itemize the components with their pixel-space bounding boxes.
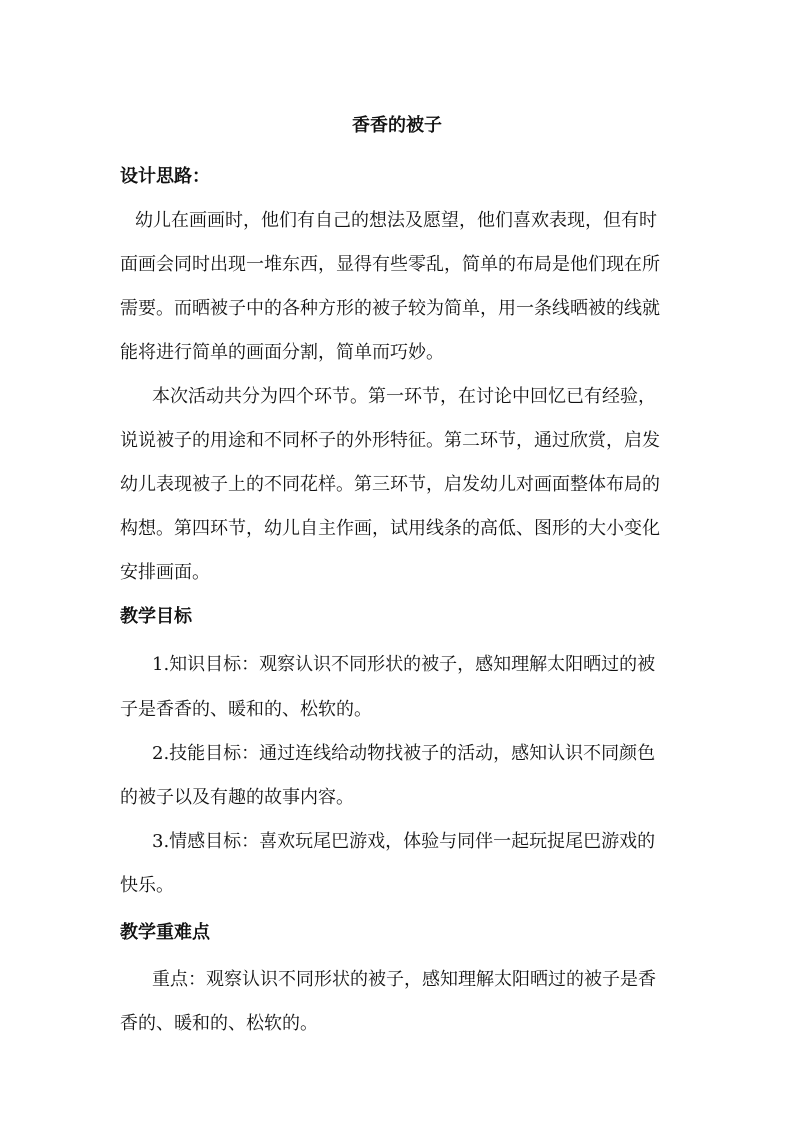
paragraph-line: 面画会同时出现一堆东西，显得有些零乱，简单的布局是他们现在所 [120,254,660,275]
paragraph-line: 说说被子的用途和不同杯子的外形特征。第二环节，通过欣赏，启发 [120,430,660,451]
design-heading: 设计思路： [120,166,210,187]
paragraph-line: 本次活动共分为四个环节。第一环节，在讨论中回忆已有经验， [152,386,656,407]
key-point-line: 重点：观察认识不同形状的被子，感知理解太阳晒过的被子是香 [152,969,656,990]
goal-line: 的被子以及有趣的故事内容。 [120,787,354,808]
goal-line: 快乐。 [120,875,174,896]
paragraph-line: 能将进行简单的画面分割，简单而巧妙。 [120,342,444,363]
goal-line: 子是香香的、暖和的、松软的。 [120,699,372,720]
key-points-heading: 教学重难点 [120,922,210,943]
paragraph-line: 幼儿表现被子上的不同花样。第三环节，启发幼儿对画面整体布局的 [120,474,660,495]
document-title: 香香的被子 [352,115,442,136]
goals-heading: 教学目标 [120,606,192,627]
goal-line: 1.知识目标：观察认识不同形状的被子，感知理解太阳晒过的被 [152,654,656,675]
paragraph-line: 安排画面。 [120,562,210,583]
goal-line: 3.情感目标：喜欢玩尾巴游戏，体验与同伴一起玩捉尾巴游戏的 [152,831,656,852]
paragraph-line: 构想。第四环节，幼儿自主作画，试用线条的高低、图形的大小变化 [120,518,660,539]
paragraph-line: 幼儿在画画时，他们有自己的想法及愿望，他们喜欢表现，但有时 [135,210,657,231]
paragraph-line: 需要。而晒被子中的各种方形的被子较为简单，用一条线晒被的线就 [120,298,660,319]
key-point-line: 香的、暖和的、松软的。 [120,1013,318,1034]
goal-line: 2.技能目标：通过连线给动物找被子的活动，感知认识不同颜色 [152,743,656,764]
